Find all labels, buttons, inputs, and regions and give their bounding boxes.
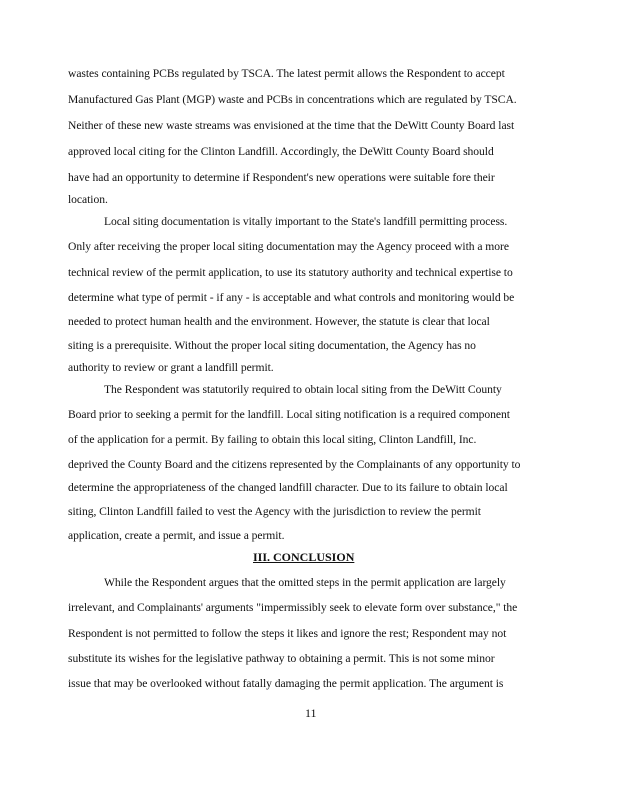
paragraph-2-line: Local siting documentation is vitally important to the State's landfill permitting process. [104,215,508,228]
paragraph-3-line: The Respondent was statutorily required to obtain local siting from the DeWitt County [104,383,502,396]
paragraph-2-line: determine what type of permit - if any - is acceptable and what controls and monitoring would be [68,291,515,304]
paragraph-4-line: substitute its wishes for the legislative pathway to obtaining a permit. This is not some minor [68,652,495,665]
paragraph-1-line: wastes containing PCBs regulated by TSCA. The latest permit allows the Respondent to accept [68,67,505,80]
section-heading: III. CONCLUSION [253,550,355,564]
paragraph-3-line: siting, Clinton Landfill failed to vest the Agency with the jurisdiction to review the permit [68,505,481,518]
paragraph-3-line: determine the appropriateness of the changed landfill character. Due to its failure to obtain local [68,481,508,494]
paragraph-2-line: needed to protect human health and the environment. However, the statute is clear that local [68,315,490,328]
paragraph-4-line: Respondent is not permitted to follow the steps it likes and ignore the rest; Respondent may not [68,627,507,640]
paragraph-4-line: While the Respondent argues that the omitted steps in the permit application are largely [104,576,506,589]
paragraph-2-line: siting is a prerequisite. Without the proper local siting documentation, the Agency has no [68,339,476,352]
paragraph-2-line: Only after receiving the proper local siting documentation may the Agency proceed with a more [68,240,509,253]
paragraph-1-line: Neither of these new waste streams was envisioned at the time that the DeWitt County Board last [68,119,515,132]
paragraph-3-line: Board prior to seeking a permit for the landfill. Local siting notification is a required component [68,408,510,421]
paragraph-4-line: irrelevant, and Complainants' arguments "impermissibly seek to elevate form over substance," the [68,601,518,614]
paragraph-2-line: technical review of the permit application, to use its statutory authority and technical expertise to [68,266,513,279]
paragraph-1-line: have had an opportunity to determine if Respondent's new operations were suitable fore their [68,171,495,184]
paragraph-2-line: authority to review or grant a landfill permit. [68,361,274,374]
paragraph-1-line: location. [68,193,108,206]
paragraph-3-line: deprived the County Board and the citizens represented by the Complainants of any opportunity to [68,458,521,471]
paragraph-1-line: approved local citing for the Clinton Landfill. Accordingly, the DeWitt County Board should [68,145,494,158]
page-number: 11 [305,706,317,720]
paragraph-3-line: of the application for a permit. By failing to obtain this local siting, Clinton Landfill, Inc. [68,433,477,446]
paragraph-1-line: Manufactured Gas Plant (MGP) waste and PCBs in concentrations which are regulated by TSCA. [68,93,517,106]
paragraph-4-line: issue that may be overlooked without fatally damaging the permit application. The argument is [68,677,504,690]
paragraph-3-line: application, create a permit, and issue a permit. [68,529,285,542]
